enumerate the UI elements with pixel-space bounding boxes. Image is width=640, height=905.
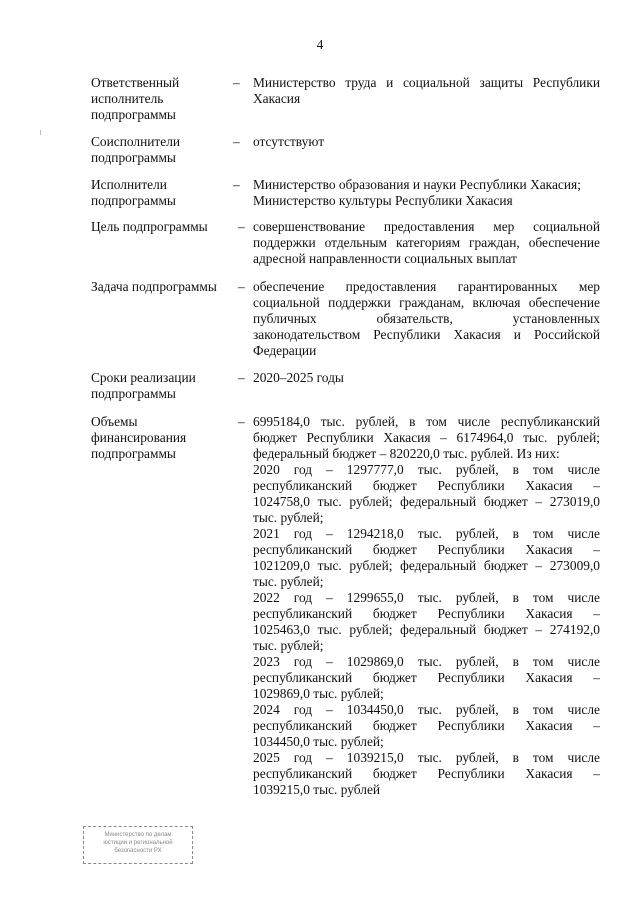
label-line: Объемы	[91, 414, 138, 429]
row-value	[253, 177, 600, 209]
label-line: Ответственный	[91, 75, 180, 90]
value-line: республиканский бюджет Республики Хакасия –	[253, 542, 600, 557]
value-line: 1025463,0 тыс. рублей; федеральный бюджет – 274192,0	[253, 622, 600, 637]
value-line: социальной поддержки гражданам, включая обеспечение	[253, 295, 600, 310]
value-line: Федерации	[253, 343, 317, 358]
value-line: публичных обязательств, установленных	[253, 311, 600, 326]
value-line: 2023 год – 1029869,0 тыс. рублей, в том числе	[253, 654, 600, 669]
stamp-line: Министерство по делам	[104, 832, 172, 838]
value-line: 2020–2025 годы	[253, 370, 344, 385]
value-line: федеральный бюджет – 820220,0 тыс. рублей. Из них:	[253, 446, 560, 461]
row-dash: –	[238, 370, 245, 385]
row-label	[91, 177, 229, 209]
value-line: 1021209,0 тыс. рублей; федеральный бюджет – 273009,0	[253, 558, 600, 573]
value-line: Министерство образования и науки Республики Хакасия;	[253, 177, 581, 192]
row-dash: –	[233, 75, 240, 90]
stamp-line: юстиции и региональной	[103, 840, 173, 846]
page-number: 4	[316, 37, 324, 52]
value-line: поддержки отдельным категориям граждан, обеспечение	[253, 235, 600, 250]
row-value	[253, 75, 600, 107]
row-dash: –	[233, 177, 240, 192]
label-line: финансирования	[91, 430, 187, 445]
label-line: исполнитель	[91, 91, 164, 106]
row-dash: –	[238, 414, 245, 429]
label-line: подпрограммы	[91, 107, 176, 122]
value-line: 6995184,0 тыс. рублей, в том числе республиканский	[253, 414, 600, 429]
value-line: тыс. рублей;	[253, 574, 324, 589]
label-line: подпрограммы	[91, 386, 176, 401]
value-line: 1024758,0 тыс. рублей; федеральный бюджет – 273019,0	[253, 494, 600, 509]
row-dash: –	[233, 134, 240, 149]
value-line: 2020 год – 1297777,0 тыс. рублей, в том числе	[253, 462, 600, 477]
value-line: законодательством Республики Хакасия и Российской	[253, 327, 600, 342]
label-line: Исполнители	[91, 177, 167, 192]
row-label	[91, 134, 229, 166]
row-value	[253, 414, 600, 798]
value-line: адресной направленности социальных выплат	[253, 251, 517, 266]
value-line: республиканский бюджет Республики Хакасия –	[253, 766, 600, 781]
value-line: 2021 год – 1294218,0 тыс. рублей, в том числе	[253, 526, 600, 541]
value-line: республиканский бюджет Республики Хакасия –	[253, 478, 600, 493]
value-line: республиканский бюджет Республики Хакасия –	[253, 606, 600, 621]
registration-stamp	[83, 826, 193, 864]
label-line: Задача подпрограммы	[91, 279, 217, 294]
row-dash: –	[238, 279, 245, 294]
value-line: 1029869,0 тыс. рублей;	[253, 686, 384, 701]
value-line: 2025 год – 1039215,0 тыс. рублей, в том числе	[253, 750, 600, 765]
row-value	[253, 370, 600, 386]
value-line: 2022 год – 1299655,0 тыс. рублей, в том числе	[253, 590, 600, 605]
value-line: республиканский бюджет Республики Хакасия –	[253, 718, 600, 733]
value-line: 1034450,0 тыс. рублей;	[253, 734, 384, 749]
value-line: Министерство культуры Республики Хакасия	[253, 193, 513, 208]
row-label	[91, 279, 229, 295]
margin-mark	[40, 130, 41, 135]
row-label	[91, 219, 229, 235]
stamp-line: безопасности РХ	[114, 848, 162, 854]
value-line: обеспечение предоставления гарантированных мер	[253, 279, 600, 294]
value-line: Хакасия	[253, 91, 301, 106]
row-label	[91, 414, 229, 462]
row-dash: –	[238, 219, 245, 234]
label-line: Соисполнители	[91, 134, 181, 149]
value-line: бюджет Республики Хакасия – 6174964,0 тыс. рублей;	[253, 430, 600, 445]
row-value	[253, 134, 600, 150]
value-line: тыс. рублей;	[253, 638, 324, 653]
value-line: 1039215,0 тыс. рублей	[253, 782, 381, 797]
row-label	[91, 75, 229, 123]
label-line: подпрограммы	[91, 446, 176, 461]
value-line: 2024 год – 1034450,0 тыс. рублей, в том числе	[253, 702, 600, 717]
label-line: подпрограммы	[91, 193, 176, 208]
value-line: Министерство труда и социальной защиты Республики	[253, 75, 600, 90]
value-line: совершенствование предоставления мер социальной	[253, 219, 600, 234]
label-line: Сроки реализации	[91, 370, 196, 385]
value-line: тыс. рублей;	[253, 510, 324, 525]
value-line: республиканский бюджет Республики Хакасия –	[253, 670, 600, 685]
row-label	[91, 370, 229, 402]
row-value	[253, 279, 600, 359]
row-value	[253, 219, 600, 267]
label-line: подпрограммы	[91, 150, 176, 165]
value-line: отсутствуют	[253, 134, 325, 149]
label-line: Цель подпрограммы	[91, 219, 208, 234]
